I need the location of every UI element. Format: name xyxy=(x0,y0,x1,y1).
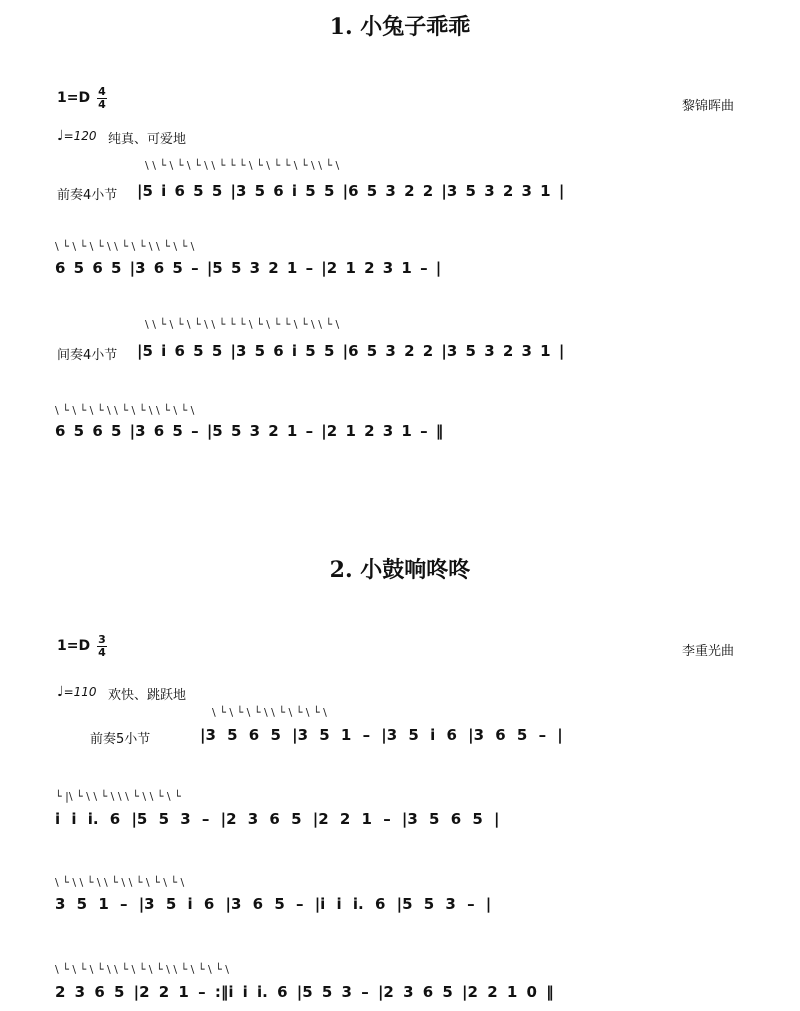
tempo-marking xyxy=(57,128,97,144)
tempo-value: =120 xyxy=(63,129,97,143)
articulation-marks: \ \ └ \ └ \ └ \ \ └ └ └ \ └ \ └ └ \ └ \ \ └ \ xyxy=(145,159,340,172)
notation-line: |5 i 6 5 5 |3 5 6 i 5 5 |6 5 3 2 2 |3 5 3 2 3 1 | xyxy=(137,182,565,200)
tempo-marking xyxy=(57,684,97,700)
key-signature: 1=D xyxy=(57,90,91,106)
time-bottom: 4 xyxy=(98,98,106,111)
notation-line: 6 5 6 5 |3 6 5 – |5 5 3 2 1 – |2 1 2 3 1 – ‖ xyxy=(55,422,444,440)
articulation-marks: \ └ \ \ └ \ \ └ \ \ └ \ └ \ └ \ xyxy=(55,876,185,889)
quarter-note-icon: ♩ xyxy=(57,684,64,700)
notation-line: 6 5 6 5 |3 6 5 – |5 5 3 2 1 – |2 1 2 3 1 – | xyxy=(55,259,442,277)
section-label: 前奏5小节 xyxy=(90,732,151,747)
song-title: 2. 小鼓响咚咚 xyxy=(329,557,471,583)
composer: 李重光曲 xyxy=(682,644,735,659)
notation-line: 2 3 6 5 |2 2 1 – :‖i i i. 6 |5 5 3 – |2 3 6 5 |2 2 1 0 ‖ xyxy=(55,983,554,1001)
key-signature: 1=D xyxy=(57,638,91,654)
composer: 黎锦晖曲 xyxy=(682,99,735,114)
articulation-marks: \ └ \ └ \ └ \ \ └ \ └ \ \ └ \ └ \ xyxy=(55,240,195,253)
time-signature xyxy=(97,635,107,658)
tempo-value: =110 xyxy=(63,685,97,699)
articulation-marks: └ |\ └ \ \ └ \ \ \ └ \ \ └ \ └ xyxy=(55,790,181,803)
time-top: 3 xyxy=(98,633,106,646)
time-bottom: 4 xyxy=(98,646,106,659)
expression-text: 欢快、跳跃地 xyxy=(108,688,187,703)
articulation-marks: \ └ \ └ \ └ \ \ └ \ └ \ \ └ \ └ \ xyxy=(55,404,195,417)
song-title: 1. 小兔子乖乖 xyxy=(329,14,471,40)
time-top: 4 xyxy=(98,85,106,98)
expression-text: 纯真、可爱地 xyxy=(108,132,187,147)
notation-line: |5 i 6 5 5 |3 5 6 i 5 5 |6 5 3 2 2 |3 5 3 2 3 1 | xyxy=(137,342,565,360)
articulation-marks: \ └ \ └ \ └ \ \ └ \ └ \ └ \ \ └ \ └ \ └ \ xyxy=(55,963,230,976)
notation-line: |3 5 6 5 |3 5 1 – |3 5 i 6 |3 6 5 – | xyxy=(200,726,563,744)
articulation-marks: \ \ └ \ └ \ └ \ \ └ └ └ \ └ \ └ └ \ └ \ \ └ \ xyxy=(145,318,340,331)
section-label: 间奏4小节 xyxy=(57,348,118,363)
time-signature xyxy=(97,87,107,110)
articulation-marks: \ └ \ └ \ └ \ \ └ \ └ \ └ \ xyxy=(212,706,327,719)
notation-line: i i i. 6 |5 5 3 – |2 3 6 5 |2 2 1 – |3 5 6 5 | xyxy=(55,810,500,828)
section-label: 前奏4小节 xyxy=(57,188,118,203)
quarter-note-icon: ♩ xyxy=(57,128,64,144)
notation-line: 3 5 1 – |3 5 i 6 |3 6 5 – |i i i. 6 |5 5 3 – | xyxy=(55,895,492,913)
